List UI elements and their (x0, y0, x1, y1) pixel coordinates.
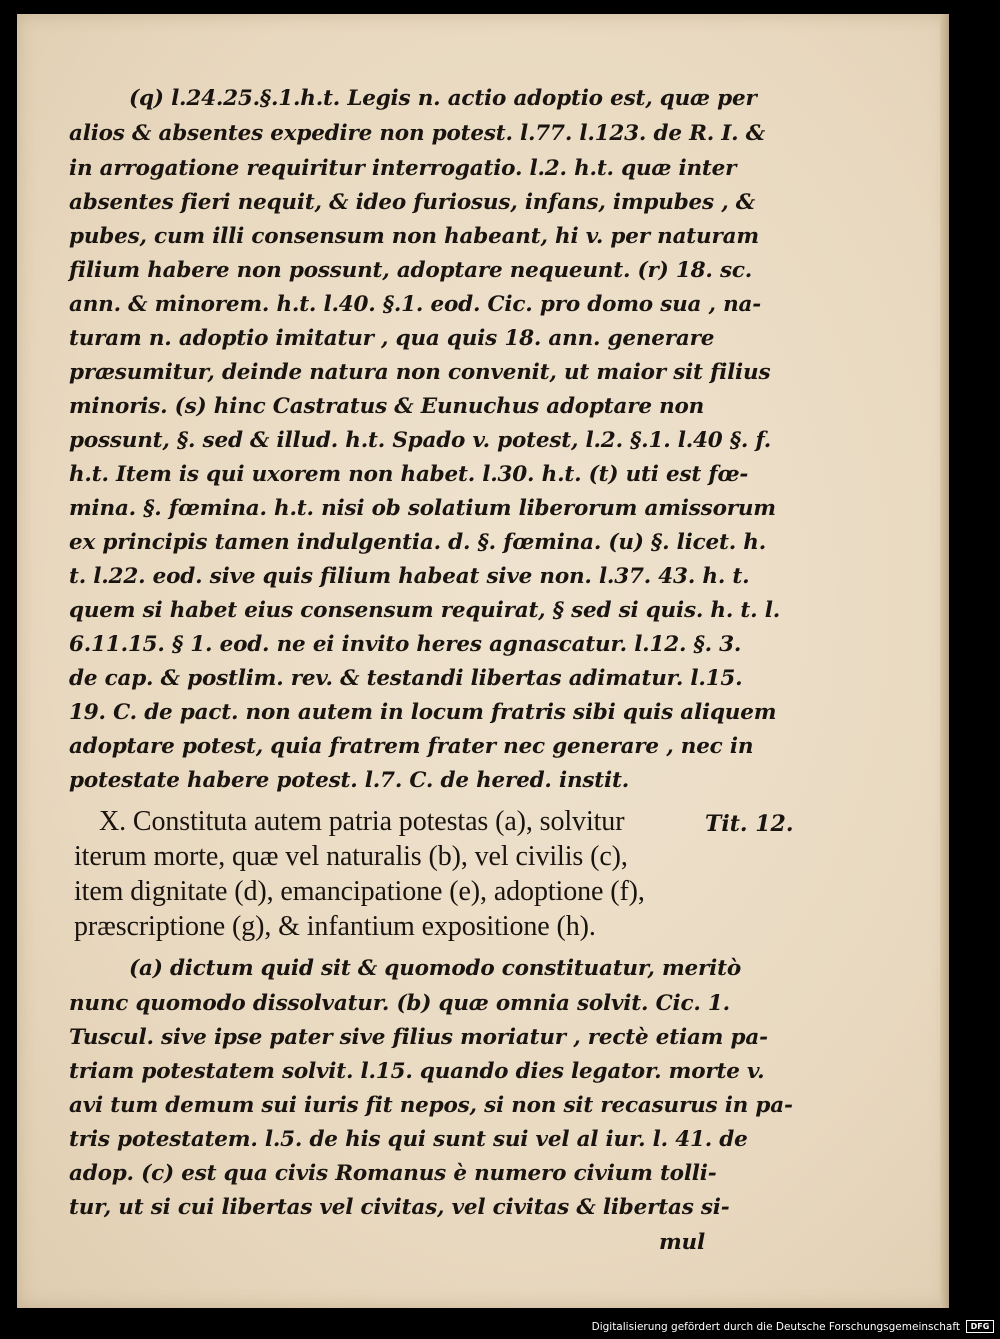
note-line: triam potestatem solvit. l.15. quando dies legator. morte v. (69, 1059, 765, 1084)
note-line: in arrogatione requiritur interrogatio. l.2. h.t. quæ inter (69, 156, 737, 181)
dfg-logo: DFG (966, 1320, 994, 1333)
margin-title: Tit. 12. (705, 811, 794, 837)
note-line: ex principis tamen indulgentia. d. §. fœmina. (u) §. licet. h. (69, 530, 766, 555)
book-page (17, 14, 949, 1308)
note-line: t. l.22. eod. sive quis filium habeat sive non. l.37. 43. h. t. (69, 564, 750, 589)
note-line: præsumitur, deinde natura non convenit, ut maior sit filius (69, 360, 771, 385)
note-line: tur, ut si cui libertas vel civitas, vel civitas & libertas si- (69, 1195, 730, 1220)
main-text-line: iterum morte, quæ vel naturalis (b), vel civilis (c), (74, 841, 628, 872)
footer-bar (0, 1313, 1000, 1339)
catchword: mul (659, 1230, 705, 1255)
main-text-line: præscriptione (g), & infantium expositione (h). (74, 911, 596, 942)
note-line: alios & absentes expedire non potest. l.77. l.123. de R. I. & (69, 121, 765, 146)
note-line: nunc quomodo dissolvatur. (b) quæ omnia solvit. Cic. 1. (69, 991, 730, 1016)
note-line: avi tum demum sui iuris fit nepos, si non sit recasurus in pa- (69, 1093, 793, 1118)
main-text-line: X. Constituta autem patria potestas (a), solvitur (99, 806, 625, 837)
note-line: Tuscul. sive ipse pater sive filius moriatur , rectè etiam pa- (69, 1025, 768, 1050)
note-line: pubes, cum illi consensum non habeant, hi v. per naturam (69, 224, 759, 249)
note-line: 19. C. de pact. non autem in locum fratris sibi quis aliquem (69, 700, 777, 725)
main-text-line: item dignitate (d), emancipatione (e), adoptione (f), (74, 876, 645, 907)
note-line: absentes fieri nequit, & ideo furiosus, infans, impubes , & (69, 190, 755, 215)
note-line: (a) dictum quid sit & quomodo constituatur, meritò (129, 956, 741, 981)
note-line: possunt, §. sed & illud. h.t. Spado v. potest, l.2. §.1. l.40 §. f. (69, 428, 772, 453)
note-line: mina. §. fœmina. h.t. nisi ob solatium liberorum amissorum (69, 496, 776, 521)
note-line: 6.11.15. § 1. eod. ne ei invito heres agnascatur. l.12. §. 3. (69, 632, 742, 657)
note-line: quem si habet eius consensum requirat, § sed si quis. h. t. l. (69, 598, 780, 623)
note-line: ann. & minorem. h.t. l.40. §.1. eod. Cic. pro domo sua , na- (69, 292, 761, 317)
note-line: turam n. adoptio imitatur , qua quis 18. ann. generare (69, 326, 715, 351)
note-line: de cap. & postlim. rev. & testandi libertas adimatur. l.15. (69, 666, 743, 691)
note-line: adop. (c) est qua civis Romanus è numero civium tolli- (69, 1161, 717, 1186)
note-line: filium habere non possunt, adoptare nequeunt. (r) 18. sc. (69, 258, 753, 283)
note-line: potestate habere potest. l.7. C. de hered. instit. (69, 768, 630, 793)
note-line: adoptare potest, quia fratrem frater nec generare , nec in (69, 734, 754, 759)
note-line: tris potestatem. l.5. de his qui sunt sui vel al iur. l. 41. de (69, 1127, 748, 1152)
note-line: minoris. (s) hinc Castratus & Eunuchus adoptare non (69, 394, 705, 419)
note-line: (q) l.24.25.§.1.h.t. Legis n. actio adoptio est, quæ per (129, 86, 757, 111)
page-text (17, 14, 949, 1308)
note-line: h.t. Item is qui uxorem non habet. l.30. h.t. (t) uti est fœ- (69, 462, 749, 487)
funding-note: Digitalisierung gefördert durch die Deutsche Forschungsgemeinschaft (591, 1321, 960, 1333)
